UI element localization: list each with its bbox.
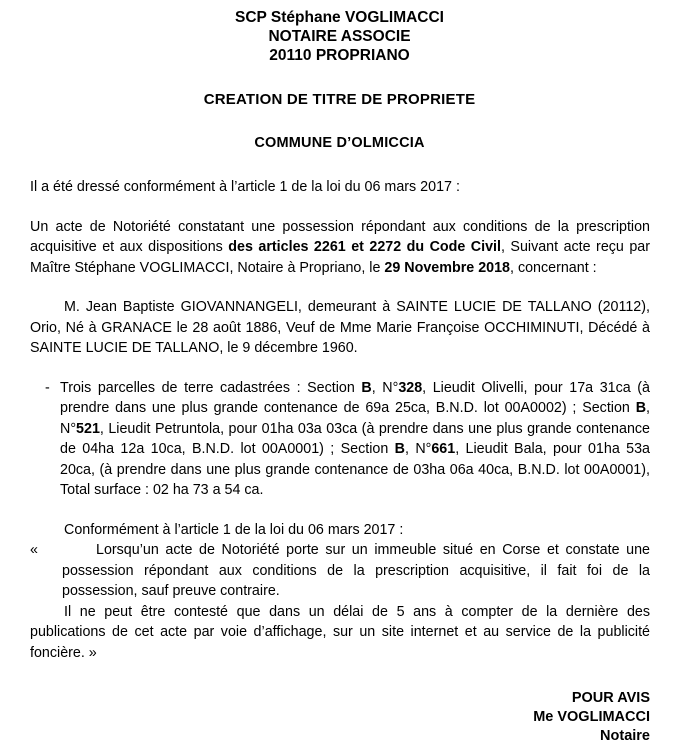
- parcel-2-section: B: [635, 400, 647, 416]
- spacer: [0, 663, 679, 689]
- act-text-part3: , concernant :: [510, 259, 597, 276]
- law-quote-block: [30, 540, 650, 602]
- parcel-3-description: , Lieudit Bala, pour 01ha 53a 20ca, (à prendre dans une plus grande contenance de 03ha 06a 40ca, B.N.D. lot 00A0001), Total surface : 02 ha 73 a 54 ca.: [60, 441, 650, 498]
- signature-notary-name: Me VOGLIMACCI: [533, 709, 650, 725]
- parcel-3-number-label: , N°: [404, 441, 432, 457]
- act-paragraph: [30, 217, 650, 279]
- law-quote-first-paragraph: Lorsqu’un acte de Notoriété porte sur un immeuble situé en Corse et constate une possession répondant aux conditions de la prescription acquisitive, il fait foi de la possession, sauf preuve contraire.: [62, 542, 650, 599]
- spacer: [30, 198, 650, 217]
- act-code-civil-reference: des articles 2261 et 2272 du Code Civil: [228, 239, 501, 255]
- parcel-2-number: 521: [76, 420, 100, 437]
- parcel-2-number-label: , N°: [60, 400, 650, 437]
- signature-pour-avis: POUR AVIS: [571, 690, 650, 706]
- parcel-1-number-label: , N°: [371, 379, 399, 396]
- parcel-2-description: , Lieudit Petruntola, pour 01ha 03a 03ca (à prendre dans une plus grande contenance de 04ha 12a 10ca, B.N.D. lot 00A0001) ; Section: [60, 420, 650, 457]
- letterhead-city: 20110 PROPRIANO: [269, 47, 410, 64]
- spacer: [30, 359, 650, 378]
- document-body: [30, 177, 650, 663]
- letterhead-firm-name: SCP Stéphane VOGLIMACCI: [235, 9, 444, 26]
- parcel-1-section: B: [361, 379, 372, 396]
- letterhead: [0, 0, 679, 65]
- signature-block: [30, 689, 650, 746]
- intro-paragraph: [30, 177, 650, 198]
- act-text-part2: , Suivant acte reçu par Maître Stéphane VOGLIMACCI, Notaire à Propriano, le: [30, 239, 650, 276]
- parcel-1-description: , Lieudit Olivelli, pour 17a 31ca (à prendre dans une plus grande contenance de 69a 25ca, B.N.D. lot 00A0002) ; Section: [60, 379, 650, 416]
- letterhead-role: NOTAIRE ASSOCIE: [268, 28, 411, 45]
- signature-notary-title: Notaire: [600, 728, 650, 744]
- law-heading: [30, 520, 650, 541]
- law-heading-text: Conformément à l’article 1 de la loi du 06 mars 2017 :: [64, 521, 404, 538]
- spacer: [0, 151, 679, 177]
- law-quote-second-text: Il ne peut être contesté que dans un délai de 5 ans à compter de la dernière des publications de cet acte par voie d’affichage, sur un site internet et au service de la publicité foncière. »: [30, 603, 650, 661]
- parcels-list-item: [30, 378, 650, 501]
- page-subtitle: COMMUNE D’OLMICCIA: [254, 135, 425, 151]
- parcels-lead-text: Trois parcelles de terre cadastrées : Section: [60, 379, 362, 396]
- parcel-3-number: 661: [431, 441, 456, 457]
- parcel-1-number: 328: [398, 379, 423, 396]
- spacer: [30, 501, 650, 520]
- open-guillemet-icon: «: [30, 542, 38, 558]
- law-quote-second-paragraph: [30, 602, 650, 664]
- bullet-dash-icon: -: [45, 379, 50, 396]
- person-details: M. Jean Baptiste GIOVANNANGELI, demeurant à SAINTE LUCIE DE TALLANO (20112), Orio, Né à GRANACE le 28 août 1886, Veuf de Mme Marie Françoise OCCHIMINUTI, Décédé à SAINTE LUCIE DE TALLANO, le 9 décembre 1960.: [30, 299, 650, 356]
- act-date: 29 Novembre 2018: [384, 259, 510, 276]
- parcel-3-section: B: [394, 441, 405, 457]
- page-title: CREATION DE TITRE DE PROPRIETE: [203, 91, 476, 108]
- act-text-part1: Un acte de Notoriété constatant une possession répondant aux conditions de la prescription acquisitive et aux dispositions: [30, 218, 650, 255]
- intro-text: Il a été dressé conformément à l’article 1 de la loi du 06 mars 2017 :: [30, 179, 460, 195]
- parcels-description: [60, 378, 650, 501]
- person-paragraph: [30, 297, 650, 359]
- spacer: [30, 278, 650, 297]
